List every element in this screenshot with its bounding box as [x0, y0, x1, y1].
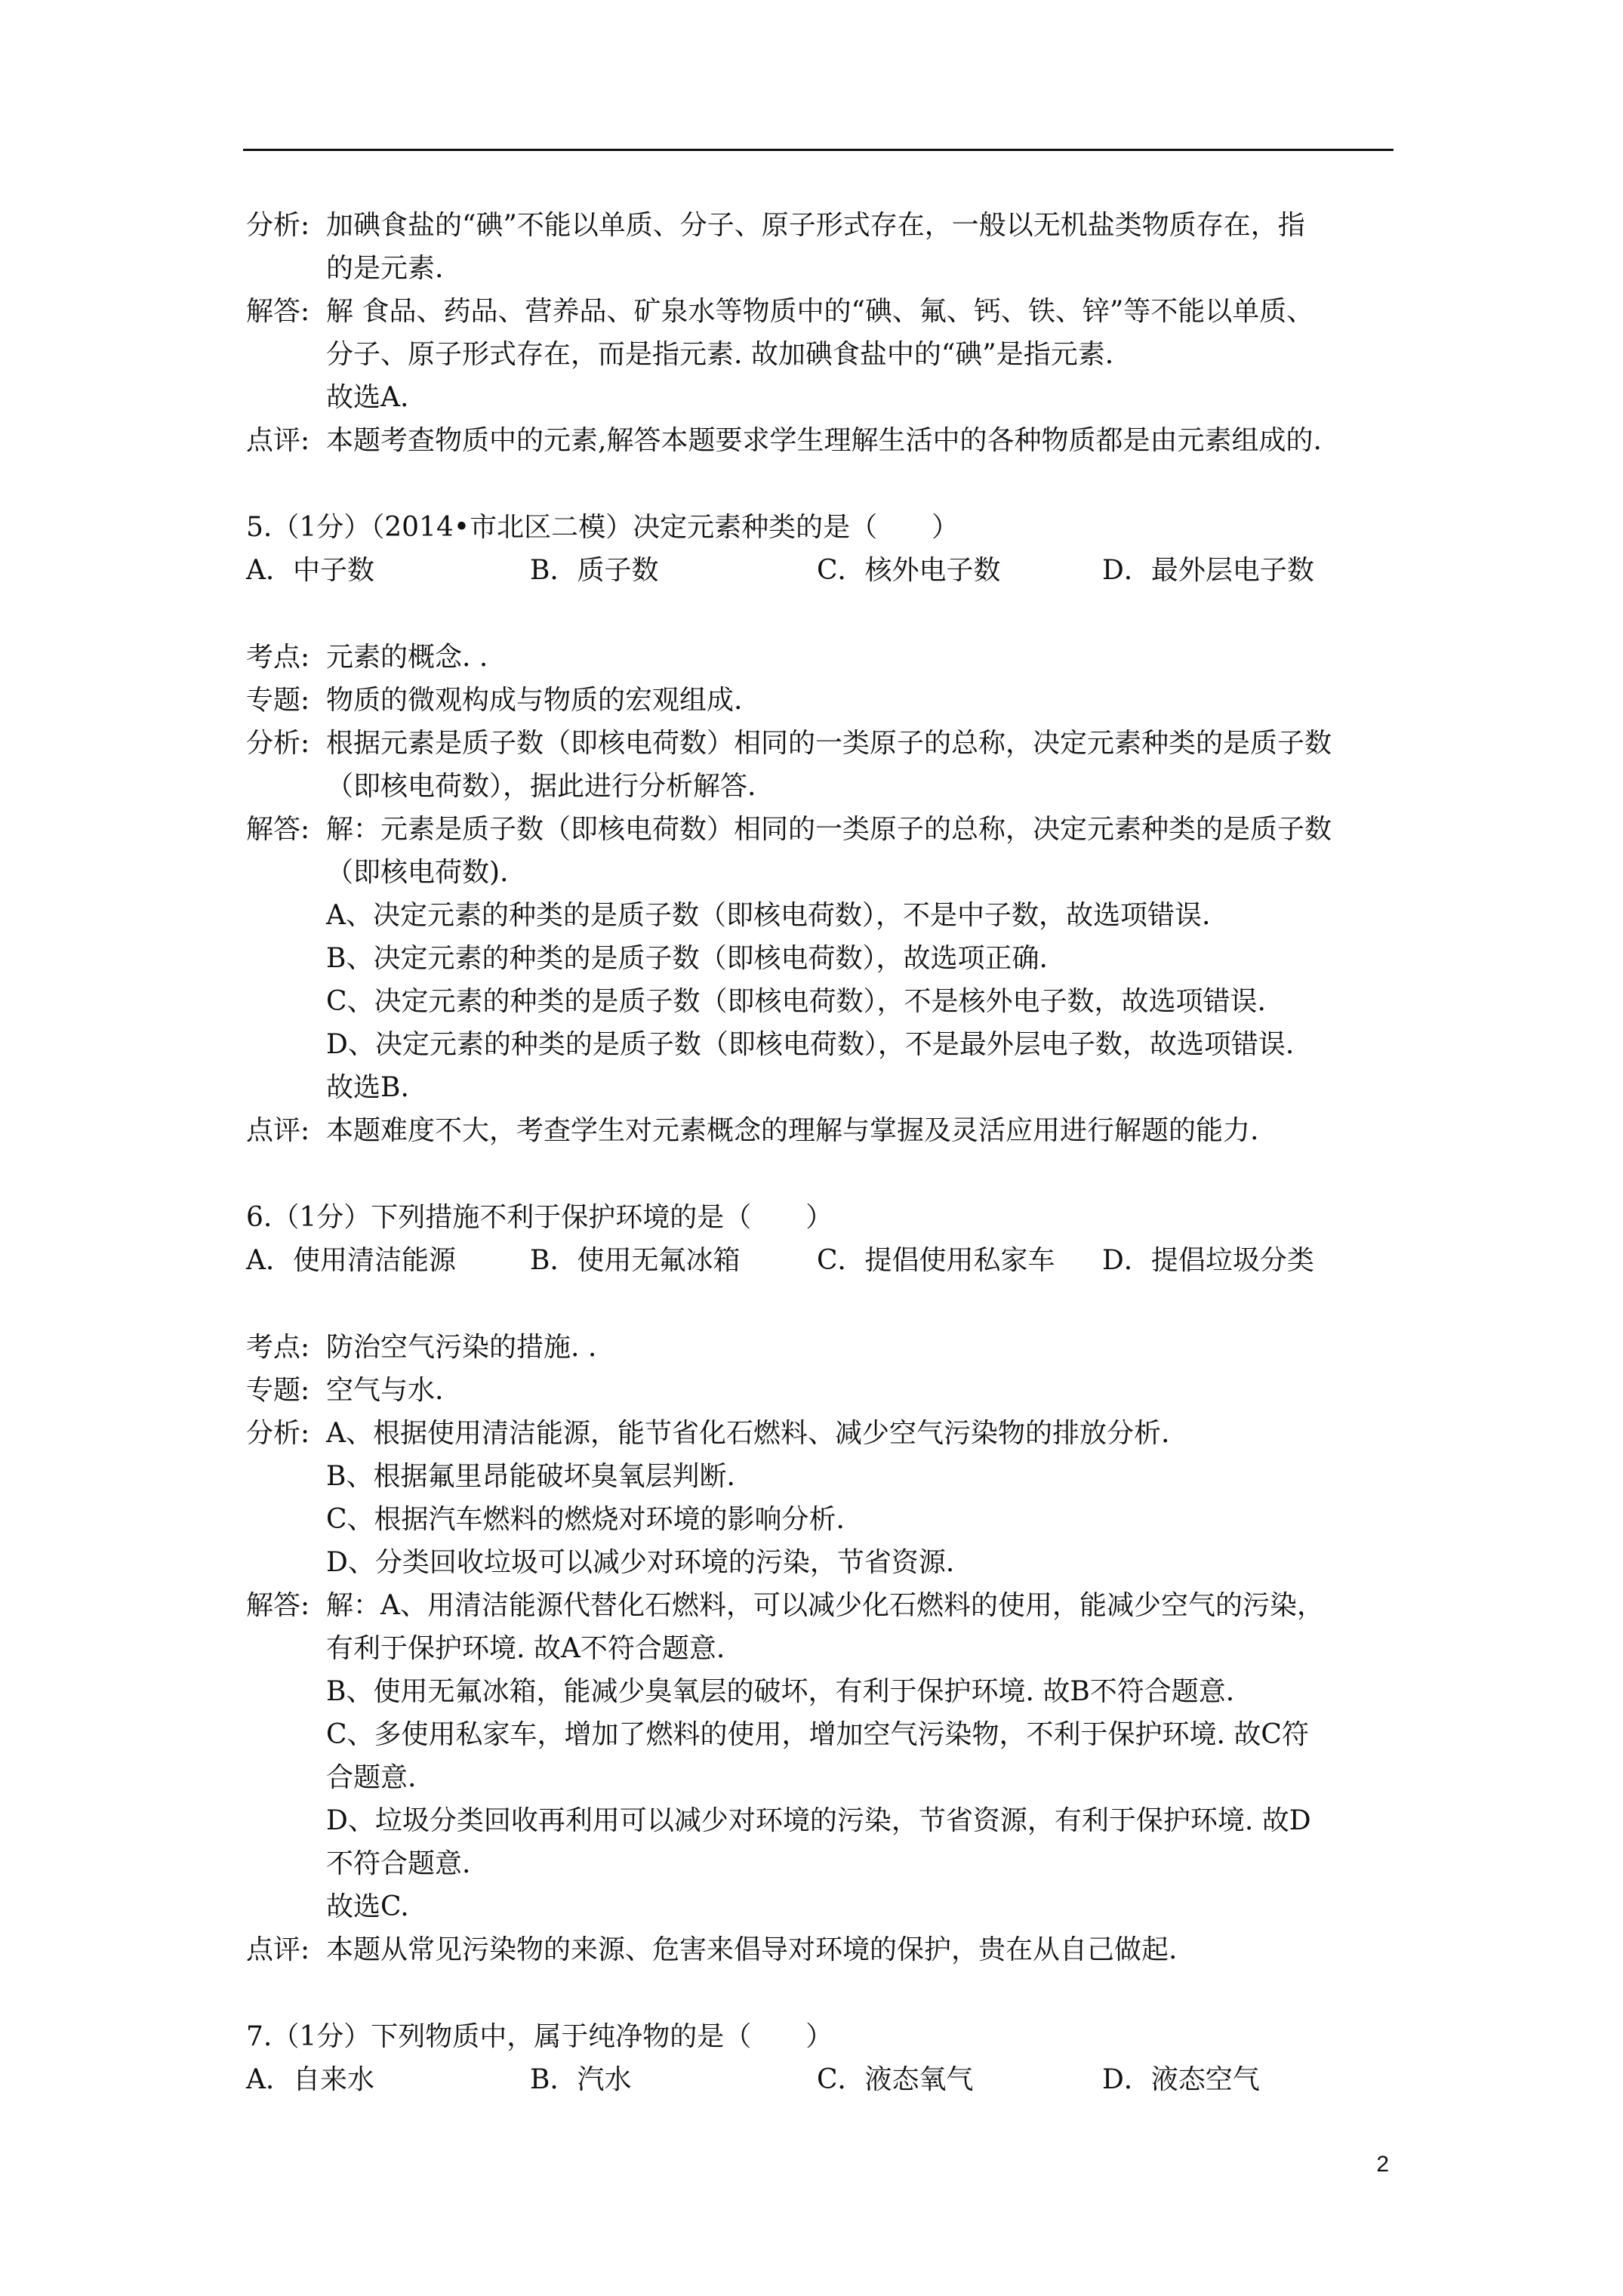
solution-label: 分析: — [246, 210, 310, 241]
solution-text: 元素的概念. . — [326, 642, 488, 673]
solution-text: 防治空气污染的措施. . — [326, 1332, 597, 1363]
solution-label: 分析: — [246, 1418, 310, 1449]
solution-label: 点评: — [246, 1115, 310, 1146]
answer-option: B．使用无氟冰箱 — [530, 1245, 741, 1276]
solution-label: 解答: — [246, 814, 310, 845]
solution-label: 解答: — [246, 296, 310, 327]
solution-line — [246, 1455, 1394, 1498]
solution-label: 解答: — [246, 1590, 310, 1621]
answer-options — [246, 549, 1394, 592]
solution-line — [246, 808, 1394, 851]
solution-text: 故选B. — [326, 1072, 409, 1103]
solution-text: B、使用无氟冰箱，能减少臭氧层的破坏，有利于保护环境. 故B不符合题意. — [326, 1676, 1235, 1707]
answer-option: D．最外层电子数 — [1102, 555, 1314, 586]
solution-text: 分子、原子形式存在，而是指元素. 故加碘食盐中的“碘”是指元素. — [326, 339, 1114, 370]
solution-text: A、决定元素的种类的是质子数（即核电荷数），不是中子数，故选项错误. — [326, 900, 1211, 931]
page-number: 2 — [1376, 2152, 1389, 2177]
solution-line — [246, 894, 1394, 937]
solution-text: 的是元素. — [326, 253, 444, 284]
question-stem: 7.（1分）下列物质中，属于纯净物的是（ ） — [246, 2021, 833, 2052]
answer-option: B．质子数 — [530, 555, 659, 586]
solution-label: 点评: — [246, 1934, 310, 1965]
solution-text: D、分类回收垃圾可以减少对环境的污染，节省资源. — [326, 1547, 955, 1578]
solution-line — [246, 1627, 1394, 1670]
solution-label: 考点: — [246, 642, 310, 673]
solution-line — [246, 1928, 1394, 1971]
answer-option: A．自来水 — [246, 2064, 374, 2095]
solution-line — [246, 1541, 1394, 1584]
block-spacer — [246, 592, 1394, 636]
solution-line — [246, 1799, 1394, 1842]
answer-option: A．使用清洁能源 — [246, 1245, 456, 1276]
solution-line — [246, 765, 1394, 808]
solution-line — [246, 1412, 1394, 1455]
solution-text: 加碘食盐的“碘”不能以单质、分子、原子形式存在，一般以无机盐类物质存在，指 — [326, 210, 1305, 241]
header-rule — [243, 149, 1394, 151]
question-stem: 5.（1分）（2014•市北区二模）决定元素种类的是（ ） — [246, 512, 959, 543]
solution-text: （即核电荷数). — [326, 857, 509, 888]
solution-text: D、垃圾分类回收再利用可以减少对环境的污染，节省资源，有利于保护环境. 故D — [326, 1805, 1311, 1836]
solution-line — [246, 722, 1394, 765]
solution-line — [246, 1023, 1394, 1066]
solution-line — [246, 290, 1394, 333]
solution-line — [246, 1670, 1394, 1713]
answer-option: B．汽水 — [530, 2064, 632, 2095]
solution-line — [246, 1498, 1394, 1541]
solution-text: C、根据汽车燃料的燃烧对环境的影响分析. — [326, 1504, 845, 1535]
solution-text: 故选A. — [326, 382, 409, 413]
solution-text: 合题意. — [326, 1762, 417, 1793]
solution-label: 专题: — [246, 685, 310, 716]
solution-text: 本题考查物质中的元素,解答本题要求学生理解生活中的各种物质都是由元素组成的. — [326, 425, 1322, 456]
solution-text: C、决定元素的种类的是质子数（即核电荷数），不是核外电子数，故选项错误. — [326, 986, 1266, 1017]
solution-text: 解 食品、药品、营养品、矿泉水等物质中的“碘、氟、钙、铁、锌”等不能以单质、 — [326, 296, 1314, 327]
solution-line — [246, 1584, 1394, 1627]
solution-text: 物质的微观构成与物质的宏观组成. — [326, 685, 743, 716]
solution-text: 解：元素是质子数（即核电荷数）相同的一类原子的总称，决定元素种类的是质子数 — [326, 814, 1332, 845]
block-spacer — [246, 1282, 1394, 1326]
solution-line — [246, 1066, 1394, 1109]
solution-line — [246, 937, 1394, 980]
answer-options — [246, 2058, 1394, 2101]
block-spacer — [246, 1152, 1394, 1196]
solution-line — [246, 204, 1394, 247]
solution-text: 故选C. — [326, 1891, 409, 1922]
solution-label: 考点: — [246, 1332, 310, 1363]
solution-text: D、决定元素的种类的是质子数（即核电荷数），不是最外层电子数，故选项错误. — [326, 1029, 1295, 1060]
answer-option: D．液态空气 — [1102, 2064, 1260, 2095]
solution-text: 不符合题意. — [326, 1848, 471, 1879]
solution-text: 空气与水. — [326, 1375, 444, 1406]
solution-text: 本题难度不大，考查学生对元素概念的理解与掌握及灵活应用进行解题的能力. — [326, 1115, 1259, 1146]
solution-text: B、决定元素的种类的是质子数（即核电荷数），故选项正确. — [326, 943, 1048, 974]
solution-line — [246, 980, 1394, 1023]
solution-line — [246, 851, 1394, 894]
solution-text: 有利于保护环境. 故A不符合题意. — [326, 1633, 725, 1664]
answer-option: C．提倡使用私家车 — [817, 1245, 1055, 1276]
solution-line — [246, 419, 1394, 462]
answer-option: D．提倡垃圾分类 — [1102, 1245, 1314, 1276]
solution-line — [246, 1885, 1394, 1928]
block-spacer — [246, 462, 1394, 506]
solution-label: 专题: — [246, 1375, 310, 1406]
solution-label: 点评: — [246, 425, 310, 456]
solution-line — [246, 247, 1394, 290]
solution-label: 分析: — [246, 728, 310, 759]
block-spacer — [246, 1971, 1394, 2015]
solution-line — [246, 636, 1394, 679]
solution-text: B、根据氟里昂能破坏臭氧层判断. — [326, 1461, 735, 1492]
solution-line — [246, 1756, 1394, 1799]
solution-text: A、根据使用清洁能源，能节省化石燃料、减少空气污染物的排放分析. — [326, 1418, 1170, 1449]
answer-options — [246, 1239, 1394, 1282]
answer-option: C．核外电子数 — [817, 555, 1001, 586]
solution-line — [246, 1842, 1394, 1885]
document-body — [246, 204, 1394, 2101]
solution-line — [246, 333, 1394, 376]
question-stem: 6.（1分）下列措施不利于保护环境的是（ ） — [246, 1202, 833, 1233]
solution-text: （即核电荷数），据此进行分析解答. — [326, 771, 756, 802]
solution-text: C、多使用私家车，增加了燃料的使用，增加空气污染物，不利于保护环境. 故C符 — [326, 1719, 1309, 1750]
answer-option: A．中子数 — [246, 555, 374, 586]
solution-line — [246, 376, 1394, 419]
solution-line — [246, 1109, 1394, 1152]
solution-text: 本题从常见污染物的来源、危害来倡导对环境的保护，贵在从自己做起. — [326, 1934, 1178, 1965]
solution-line — [246, 1713, 1394, 1756]
solution-text: 根据元素是质子数（即核电荷数）相同的一类原子的总称，决定元素种类的是质子数 — [326, 728, 1332, 759]
solution-text: 解：A、用清洁能源代替化石燃料，可以减少化石燃料的使用，能减少空气的污染， — [326, 1590, 1324, 1621]
solution-line — [246, 1369, 1394, 1412]
solution-line — [246, 1326, 1394, 1369]
answer-option: C．液态氧气 — [817, 2064, 974, 2095]
solution-line — [246, 679, 1394, 722]
